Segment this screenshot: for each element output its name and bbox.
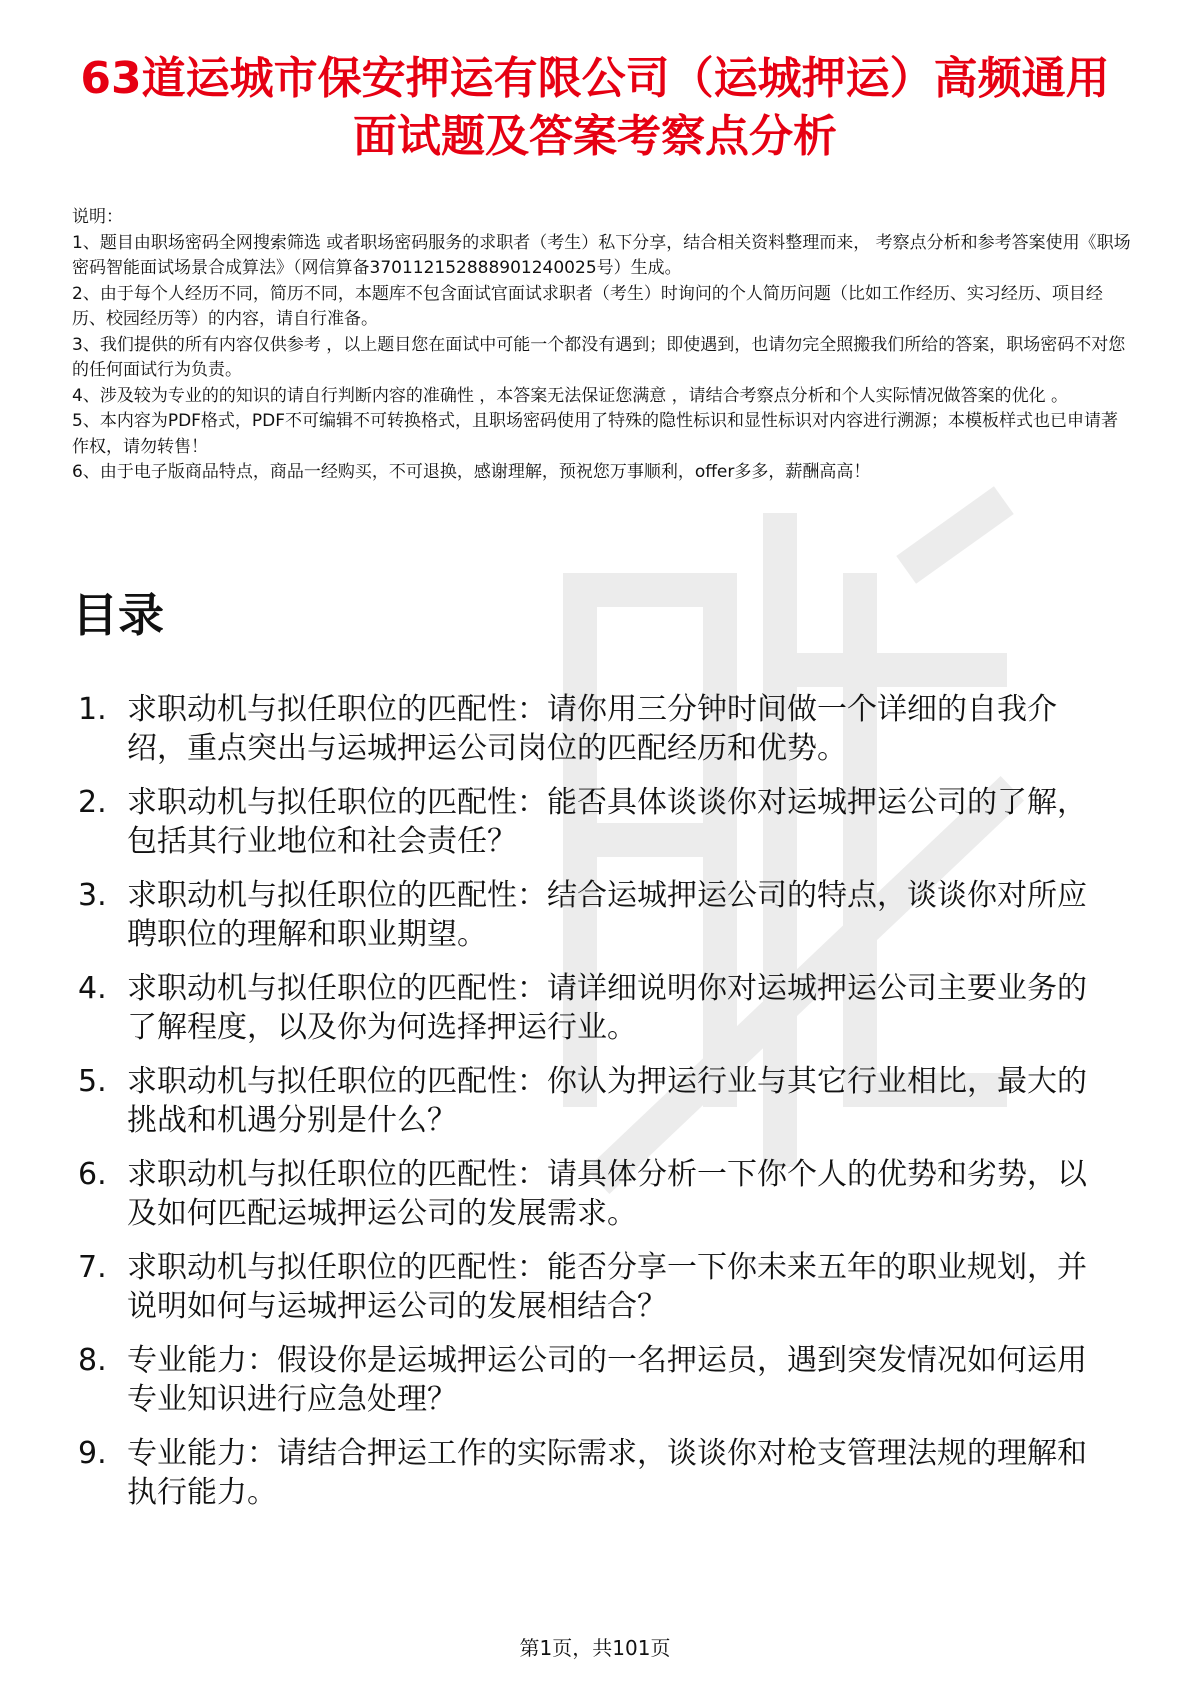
toc-item-text: 求职动机与拟任职位的匹配性：你认为押运行业与其它行业相比，最大的挑战和机遇分别是什么？ [127,1064,1087,1138]
toc-item-number: 2. [78,785,107,820]
toc-item-text: 专业能力：假设你是运城押运公司的一名押运员，遇到突发情况如何运用专业知识进行应急处理？ [127,1343,1087,1417]
toc-item[interactable] [72,1155,1112,1233]
note-item: 6、由于电子版商品特点，商品一经购买，不可退换，感谢理解，预祝您万事顺利，offer多多，薪酬高高！ [72,462,871,482]
toc-item-text: 求职动机与拟任职位的匹配性：请详细说明你对运城押运公司主要业务的了解程度，以及你为何选择押运行业。 [127,971,1087,1045]
toc-item[interactable] [72,690,1112,768]
document-title: 63道运城市保安押运有限公司（运城押运）高频通用面试题及答案考察点分析 [80,53,1110,162]
toc-item-text: 求职动机与拟任职位的匹配性：结合运城押运公司的特点，谈谈你对所应聘职位的理解和职业期望。 [127,878,1087,952]
toc-item-number: 3. [78,878,107,913]
toc-heading: 目录 [72,588,164,642]
toc-item-number: 9. [78,1436,107,1471]
toc-item-number: 5. [78,1064,107,1099]
note-item: 2、由于每个人经历不同，简历不同，本题库不包含面试官面试求职者（考生）时询问的个人简历问题（比如工作经历、实习经历、项目经历、校园经历等）的内容，请自行准备。 [72,283,1103,329]
toc-item[interactable] [72,969,1112,1047]
toc-item[interactable] [72,876,1112,954]
toc-item-text: 求职动机与拟任职位的匹配性：能否分享一下你未来五年的职业规划，并说明如何与运城押运公司的发展相结合？ [127,1250,1087,1324]
note-item: 1、题目由职场密码全网搜索筛选 或者职场密码服务的求职者（考生）私下分享，结合相关资料整理而来， 考察点分析和参考答案使用《职场密码智能面试场景合成算法》（网信算备370112152888901240025号）生成。 [72,232,1131,278]
notes-label: 说明： [72,207,123,227]
toc-list [72,690,1112,1527]
note-item: 4、涉及较为专业的的知识的请自行判断内容的准确性 ，本答案无法保证您满意 ，请结合考察点分析和个人实际情况做答案的优化 。 [72,385,1069,406]
toc-item-number: 4. [78,971,107,1006]
note-item: 5、本内容为PDF格式，PDF不可编辑不可转换格式，且职场密码使用了特殊的隐性标识和显性标识对内容进行溯源；本模板样式也已申请著作权，请勿转售！ [72,411,1119,457]
toc-item[interactable] [72,1434,1112,1512]
toc-item-text: 专业能力：请结合押运工作的实际需求，谈谈你对枪支管理法规的理解和执行能力。 [127,1436,1087,1510]
toc-item-text: 求职动机与拟任职位的匹配性：请你用三分钟时间做一个详细的自我介绍，重点突出与运城押运公司岗位的匹配经历和优势。 [127,692,1057,766]
page-footer: 第1页，共101页 [519,1636,671,1660]
toc-item-text: 求职动机与拟任职位的匹配性：能否具体谈谈你对运城押运公司的了解，包括其行业地位和社会责任？ [127,785,1087,859]
toc-item[interactable] [72,1248,1112,1326]
toc-item[interactable] [72,1062,1112,1140]
note-item: 3、我们提供的所有内容仅供参考 ，以上题目您在面试中可能一个都没有遇到；即使遇到，也请勿完全照搬我们所给的答案，职场密码不对您的任何面试行为负责。 [72,334,1126,380]
toc-item[interactable] [72,1341,1112,1419]
toc-item-number: 7. [78,1250,107,1285]
toc-item-number: 8. [78,1343,107,1378]
toc-item-text: 求职动机与拟任职位的匹配性：请具体分析一下你个人的优势和劣势，以及如何匹配运城押运公司的发展需求。 [127,1157,1087,1231]
notes-section [72,205,1132,486]
toc-item[interactable] [72,783,1112,861]
toc-item-number: 6. [78,1157,107,1192]
toc-item-number: 1. [78,692,107,727]
